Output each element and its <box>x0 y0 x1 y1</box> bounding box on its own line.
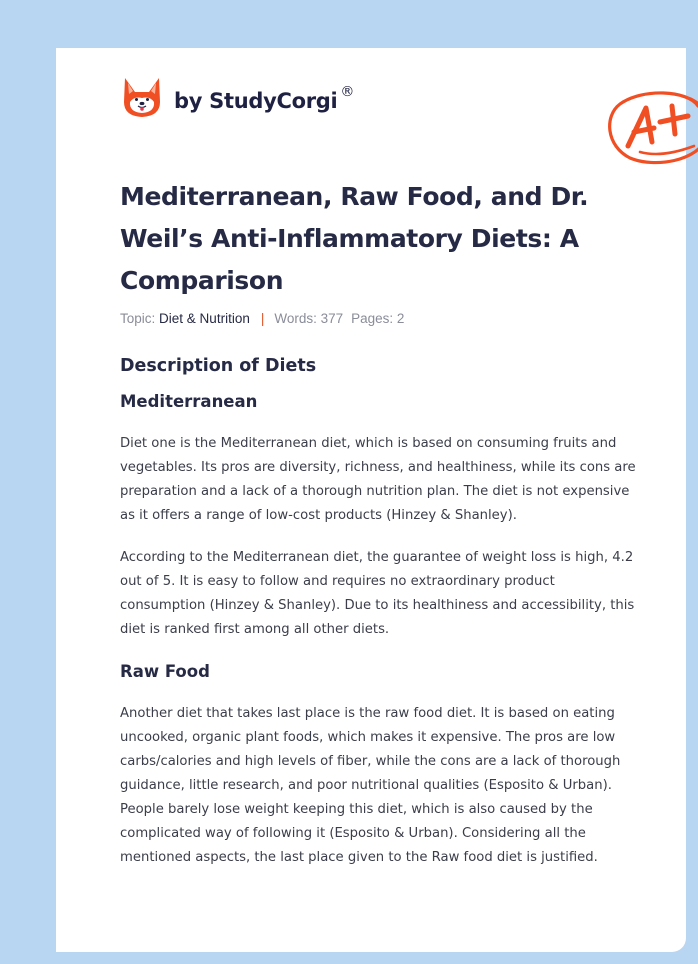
topic-label: Topic: <box>120 311 156 326</box>
document-body <box>120 354 636 870</box>
paragraph: According to the Mediterranean diet, the guarantee of weight loss is high, 4.2 out of 5. It is easy to follow and requires no extraordinary product consumption (Hinzey & Shanley). Due to its healthiness and accessibility, this diet is ranked first among all other diets. <box>120 550 635 637</box>
paragraph: Another diet that takes last place is the raw food diet. It is based on eating uncooked, organic plant foods, which makes it expensive. The pros are low carbs/calories and high levels of fiber, while the cons are a lack of thorough guidance, little research, and poor nutritional qualities (Esposito & Urban). People barely lose weight keeping this diet, which is also caused by the complicated way of following it (Esposito & Urban). Considering all the mentioned aspects, the last place given to the Raw food diet is justified. <box>120 706 621 865</box>
a-plus-grade-icon <box>602 84 698 168</box>
registered-mark: ® <box>340 84 355 100</box>
corgi-logo-icon[interactable] <box>122 76 162 120</box>
meta-separator: | <box>260 311 265 326</box>
paragraph: Diet one is the Mediterranean diet, which is based on consuming fruits and vegetables. Its pros are diversity, richness, and healthiness, while its cons are preparation and a lack of a thorough nutrition plan. The diet is not expensive as it offers a range of low-cost products (Hinzey & Shanley). <box>120 436 636 523</box>
topic-link[interactable]: Diet & Nutrition <box>159 311 250 326</box>
brand-text: by StudyCorgi <box>174 89 338 113</box>
page-count: Pages: 2 <box>351 311 405 326</box>
section-heading-description: Description of Diets <box>120 356 317 376</box>
document-meta <box>120 311 404 326</box>
subsection-heading-raw-food: Raw Food <box>120 662 210 681</box>
brand-header <box>120 74 650 144</box>
word-count: Words: 377 <box>274 311 344 326</box>
document-title: Mediterranean, Raw Food, and Dr. Weil’s Anti-Inflammatory Diets: A Comparison <box>120 182 589 295</box>
document-card <box>56 48 686 952</box>
subsection-heading-mediterranean: Mediterranean <box>120 392 258 411</box>
brand-name[interactable] <box>174 84 355 113</box>
